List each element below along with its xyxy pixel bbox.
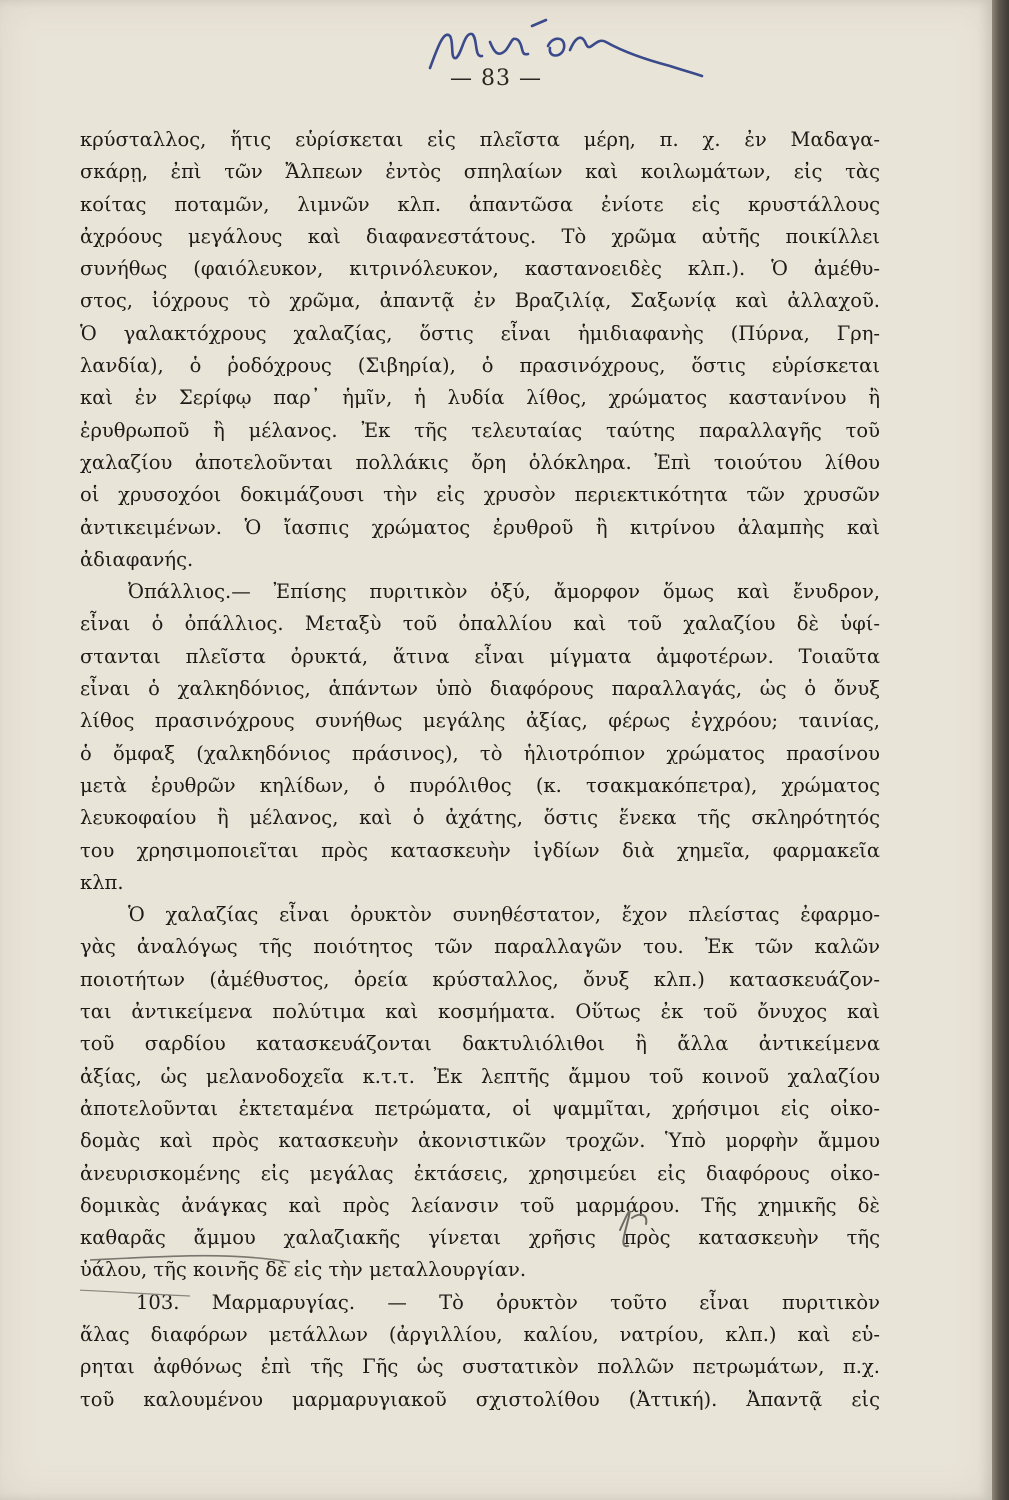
text-line: ποιοτήτων (ἀμέθυστος, ὀρεία κρύσταλλος, ὄνυξ κλπ.) κατασκευάζον- (80, 967, 880, 991)
text-line: ται ἀντικείμενα πολύτιμα καὶ κοσμήματα. Οὕτως ἐκ τοῦ ὄνυχος καὶ (80, 1000, 880, 1024)
book-binding-edge (992, 0, 1009, 1500)
text-line: ἀποτελοῦνται ἐκτεταμένα πετρώματα, οἱ ψαμμῖται, χρήσιμοι εἰς οἰκο- (80, 1096, 880, 1120)
text-line: ἅλας διαφόρων μετάλλων (ἀργιλλίου, καλίου, νατρίου, κλπ.) καὶ εὑ- (80, 1322, 880, 1346)
text-line: καθαρᾶς ἄμμου χαλαζιακῆς γίνεται χρῆσις πρὸς κατασκευὴν τῆς (80, 1226, 880, 1250)
text-line: Ὀπάλλιος.— Ἐπίσης πυριτικὸν ὀξύ, ἄμορφον ὅμως καὶ ἔνυδρον, (128, 580, 880, 604)
text-line: σκάρῃ, ἐπὶ τῶν Ἄλπεων ἐντὸς σπηλαίων καὶ κοιλωμάτων, εἰς τὰς (80, 160, 880, 184)
text-line: στανται πλεῖστα ὀρυκτά, ἅτινα εἶναι μίγματα ἀμφοτέρων. Τοιαῦτα (80, 644, 880, 668)
text-line: κλπ. (80, 870, 124, 894)
text-line: κοίτας ποταμῶν, λιμνῶν κλπ. ἀπαντῶσα ἐνίοτε εἰς κρυστάλλους (80, 192, 880, 216)
text-line: ἐρυθρωποῦ ἢ μέλανος. Ἐκ τῆς τελευταίας ταύτης παραλλαγῆς τοῦ (80, 418, 880, 442)
text-line: δομὰς καὶ πρὸς κατασκευὴν ἀκονιστικῶν τροχῶν. Ὑπὸ μορφὴν ἄμμου (80, 1129, 880, 1153)
page-number: — 83 — (450, 66, 542, 91)
text-line: ἀδιαφανής. (80, 547, 194, 571)
text-line: τοῦ καλουμένου μαρμαρυγιακοῦ σχιστολίθου (Ἀττική). Ἀπαντᾷ εἰς (80, 1387, 880, 1411)
section-heading-line: 103. Μαρμαρυγίας. — Τὸ ὀρυκτὸν τοῦτο εἶναι πυριτικὸν (136, 1290, 880, 1314)
text-line: ὁ ὄμφαξ (χαλκηδόνιος πράσινος), τὸ ἡλιοτρόπιον χρώματος πρασίνου (80, 741, 880, 765)
text-line: λίθος πρασινόχρους συνήθως μεγάλης ἀξίας, φέρως ἐγχρόου; ταινίας, (80, 709, 880, 733)
text-line: κρύσταλλος, ἥτις εὑρίσκεται εἰς πλεῖστα μέρη, π. χ. ἐν Μαδαγα- (80, 128, 880, 151)
text-line: δομικὰς ἀνάγκας καὶ πρὸς λείανσιν τοῦ μαρμάρου. Τῆς χημικῆς δὲ (80, 1193, 880, 1217)
text-line: συνήθως (φαιόλευκον, κιτρινόλευκον, καστανοειδὲς κλπ.). Ὁ ἀμέθυ- (80, 257, 880, 281)
text-line: Ὁ γαλακτόχρους χαλαζίας, ὅστις εἶναι ἡμιδιαφανὴς (Πύρνα, Γρη- (80, 321, 880, 345)
text-line: του χρησιμοποιεῖται πρὸς κατασκευὴν ἰγδίων διὰ χημεῖα, φαρμακεῖα (80, 838, 880, 862)
text-line: λανδία), ὁ ῥοδόχρους (Σιβηρία), ὁ πρασινόχρους, ὅστις εὑρίσκεται (80, 354, 880, 378)
text-line: καὶ ἐν Σερίφῳ παρ᾿ ἡμῖν, ἡ λυδία λίθος, χρώματος καστανίνου ἢ (80, 386, 880, 410)
text-line: ἀχρόους μεγάλους καὶ διαφανεστάτους. Τὸ χρῶμα αὐτῆς ποικίλλει (80, 224, 880, 248)
text-line: ἀνευρισκομένης εἰς μεγάλας ἐκτάσεις, χρησιμεύει εἰς διαφόρους οἰκο- (80, 1161, 880, 1185)
text-line: οἱ χρυσοχόοι δοκιμάζουσι τὴν εἰς χρυσὸν περιεκτικότητα τῶν χρυσῶν (80, 483, 880, 507)
text-line: ἀντικειμένων. Ὁ ἴασπις χρώματος ἐρυθροῦ ἢ κιτρίνου ἀλαμπὴς καὶ (80, 515, 880, 539)
text-line: Ὁ χαλαζίας εἶναι ὀρυκτὸν συνηθέστατον, ἔχον πλείστας ἐφαρμο- (128, 903, 880, 927)
text-line: μετὰ ἐρυθρῶν κηλίδων, ὁ πυρόλιθος (κ. τσακμακόπετρα), χρώματος (80, 773, 880, 797)
text-line: ρηται ἀφθόνως ἐπὶ τῆς Γῆς ὡς συστατικὸν πολλῶν πετρωμάτων, π.χ. (80, 1355, 880, 1379)
text-line: ἀξίας, ὡς μελανοδοχεῖα κ.τ.τ. Ἐκ λεπτῆς ἄμμου τοῦ κοινοῦ χαλαζίου (80, 1064, 880, 1088)
text-line: χαλαζίου ἀποτελοῦνται πολλάκις ὄρη ὁλόκληρα. Ἐπὶ τοιούτου λίθου (80, 450, 880, 474)
text-line: στος, ἰόχρους τὸ χρῶμα, ἀπαντᾷ ἐν Βραζιλίᾳ, Σαξωνίᾳ καὶ ἀλλαχοῦ. (80, 289, 880, 313)
text-line: εἶναι ὁ χαλκηδόνιος, ἁπάντων ὑπὸ διαφόρους παραλλαγάς, ὡς ὁ ὄνυξ (80, 677, 880, 701)
text-line: λευκοφαίου ἢ μέλανος, καὶ ὁ ἀχάτης, ὅστις ἕνεκα τῆς σκληρότητός (80, 806, 880, 830)
text-line: γὰς ἀναλόγως τῆς ποιότητος τῶν παραλλαγῶν του. Ἐκ τῶν καλῶν (80, 935, 880, 959)
body-text (80, 124, 880, 1416)
text-line: ὑάλου, τῆς κοινῆς δὲ εἰς τὴν μεταλλουργίαν. (80, 1258, 527, 1282)
text-line: εἶναι ὁ ὀπάλλιος. Μεταξὺ τοῦ ὀπαλλίου καὶ τοῦ χαλαζίου δὲ ὑφί- (80, 612, 880, 636)
text-line: τοῦ σαρδίου κατασκευάζονται δακτυλιόλιθοι ἢ ἄλλα ἀντικείμενα (80, 1032, 880, 1056)
